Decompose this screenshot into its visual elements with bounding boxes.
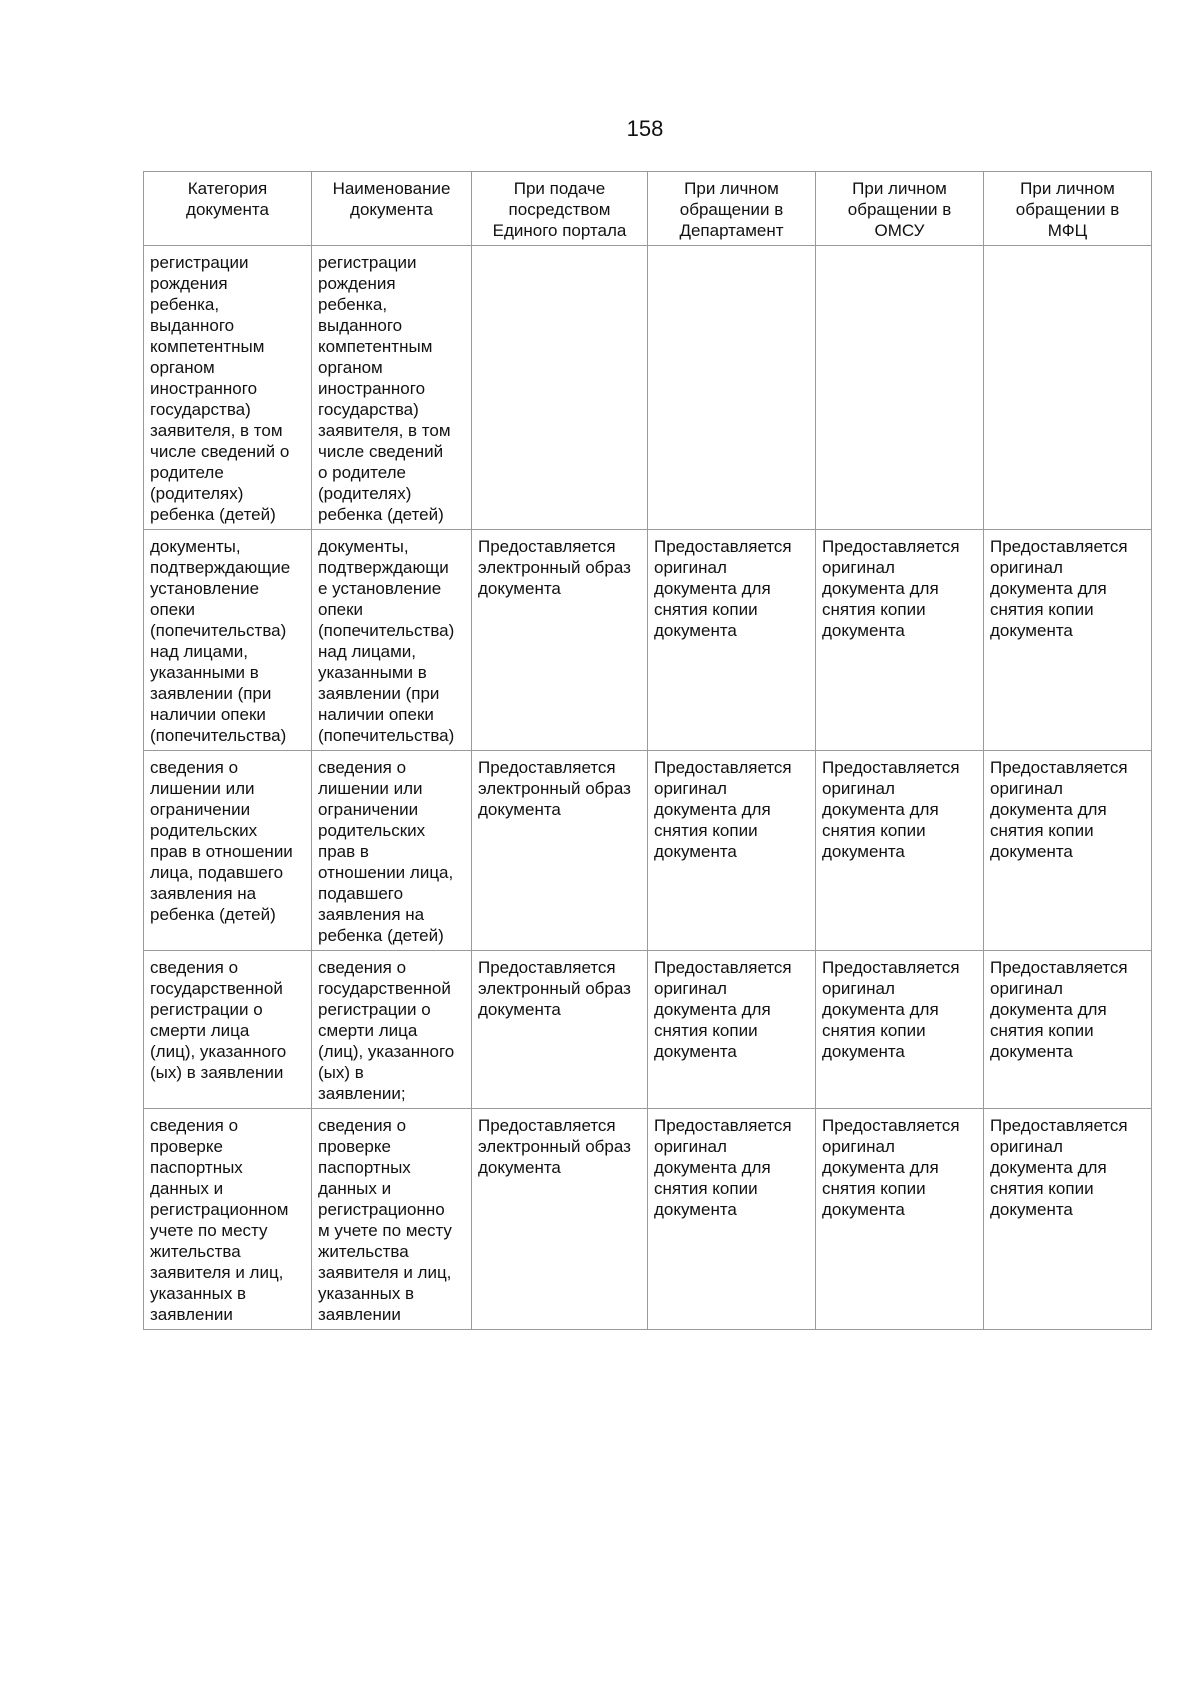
table-cell xyxy=(984,951,1152,1109)
table-cell xyxy=(312,530,472,751)
cell-text: документы, подтверждающие установление опеки (попечительства) над лицами, указанными в заявлении (при наличии опеки (попечительства) xyxy=(150,537,291,745)
cell-text: Предоставляется оригинал документа для снятия копии документа xyxy=(822,1116,960,1219)
page-number: 158 xyxy=(626,116,664,141)
table-cell xyxy=(648,951,816,1109)
table-cell xyxy=(144,1109,312,1330)
cell-text: Предоставляется оригинал документа для снятия копии документа xyxy=(990,537,1128,640)
table-cell xyxy=(312,951,472,1109)
cell-text: сведения о государственной регистрации о смерти лица (лиц), указанного (ых) в заявлении xyxy=(150,958,287,1082)
header-name xyxy=(312,172,472,246)
table-row xyxy=(144,530,1152,751)
table-row xyxy=(144,246,1152,530)
table-cell xyxy=(312,1109,472,1330)
table-cell xyxy=(472,951,648,1109)
cell-text: Предоставляется оригинал документа для снятия копии документа xyxy=(654,758,792,861)
header-mfc xyxy=(984,172,1152,246)
table-cell xyxy=(144,246,312,530)
table-cell xyxy=(984,1109,1152,1330)
table-row xyxy=(144,751,1152,951)
header-category-text: Категория документа xyxy=(186,179,269,219)
cell-text: Предоставляется оригинал документа для снятия копии документа xyxy=(822,537,960,640)
cell-text: регистрации рождения ребенка, выданного компетентным органом иностранного государства) заявителя, в том числе сведений о родителе (родителях) ребенка (детей) xyxy=(150,253,290,524)
header-omsu-text: При личном обращении в ОМСУ xyxy=(847,179,952,240)
table-cell xyxy=(144,951,312,1109)
table-cell xyxy=(648,246,816,530)
table-cell xyxy=(816,751,984,951)
header-mfc-text: При личном обращении в МФЦ xyxy=(1015,179,1120,240)
cell-text: Предоставляется оригинал документа для снятия копии документа xyxy=(822,758,960,861)
header-portal xyxy=(472,172,648,246)
table-cell xyxy=(312,246,472,530)
cell-text: сведения о лишении или ограничении родительских прав в отношении лица, подавшего заявления на ребенка (детей) xyxy=(150,758,293,924)
cell-text: Предоставляется оригинал документа для снятия копии документа xyxy=(822,958,960,1061)
cell-text: Предоставляется оригинал документа для снятия копии документа xyxy=(654,958,792,1061)
header-department xyxy=(648,172,816,246)
cell-text: Предоставляется электронный образ документа xyxy=(478,1116,631,1177)
table-cell xyxy=(472,1109,648,1330)
table-cell xyxy=(984,530,1152,751)
table-cell xyxy=(144,751,312,951)
table-header-row xyxy=(144,172,1152,246)
table-cell xyxy=(648,530,816,751)
cell-text: сведения о государственной регистрации о смерти лица (лиц), указанного (ых) в заявлении; xyxy=(318,958,455,1103)
cell-text: Предоставляется электронный образ документа xyxy=(478,958,631,1019)
cell-text: Предоставляется оригинал документа для снятия копии документа xyxy=(654,1116,792,1219)
cell-text: сведения о лишении или ограничении родительских прав в отношении лица, подавшего заявления на ребенка (детей) xyxy=(318,758,454,945)
header-omsu xyxy=(816,172,984,246)
cell-text: Предоставляется оригинал документа для снятия копии документа xyxy=(990,1116,1128,1219)
cell-text: документы, подтверждающи е установление опеки (попечительства) над лицами, указанными в заявлении (при наличии опеки (попечительства) xyxy=(318,537,455,745)
header-portal-text: При подаче посредством Единого портала xyxy=(492,179,627,240)
document-table xyxy=(143,171,1152,1330)
cell-text: Предоставляется оригинал документа для снятия копии документа xyxy=(990,758,1128,861)
table-cell xyxy=(144,530,312,751)
table-cell xyxy=(648,1109,816,1330)
cell-text: Предоставляется оригинал документа для снятия копии документа xyxy=(990,958,1128,1061)
cell-text: сведения о проверке паспортных данных и регистрационном учете по месту жительства заявителя и лиц, указанных в заявлении xyxy=(150,1116,289,1324)
cell-text: Предоставляется оригинал документа для снятия копии документа xyxy=(654,537,792,640)
table-cell xyxy=(816,530,984,751)
table-cell xyxy=(472,530,648,751)
cell-text: сведения о проверке паспортных данных и регистрационно м учете по месту жительства заявителя и лиц, указанных в заявлении xyxy=(318,1116,452,1324)
table-cell xyxy=(984,751,1152,951)
cell-text: Предоставляется электронный образ документа xyxy=(478,758,631,819)
table-cell xyxy=(816,951,984,1109)
table-cell xyxy=(816,1109,984,1330)
table-cell xyxy=(472,751,648,951)
table-row xyxy=(144,1109,1152,1330)
table-cell xyxy=(984,246,1152,530)
cell-text: регистрации рождения ребенка, выданного компетентным органом иностранного государства) заявителя, в том числе сведений о родителе (родителях) ребенка (детей) xyxy=(318,253,451,524)
header-name-text: Наименование документа xyxy=(332,179,451,219)
header-category xyxy=(144,172,312,246)
table-cell xyxy=(312,751,472,951)
table-cell xyxy=(816,246,984,530)
header-department-text: При личном обращении в Департамент xyxy=(679,179,784,240)
table-cell xyxy=(472,246,648,530)
cell-text: Предоставляется электронный образ документа xyxy=(478,537,631,598)
table-row xyxy=(144,951,1152,1109)
table-cell xyxy=(648,751,816,951)
